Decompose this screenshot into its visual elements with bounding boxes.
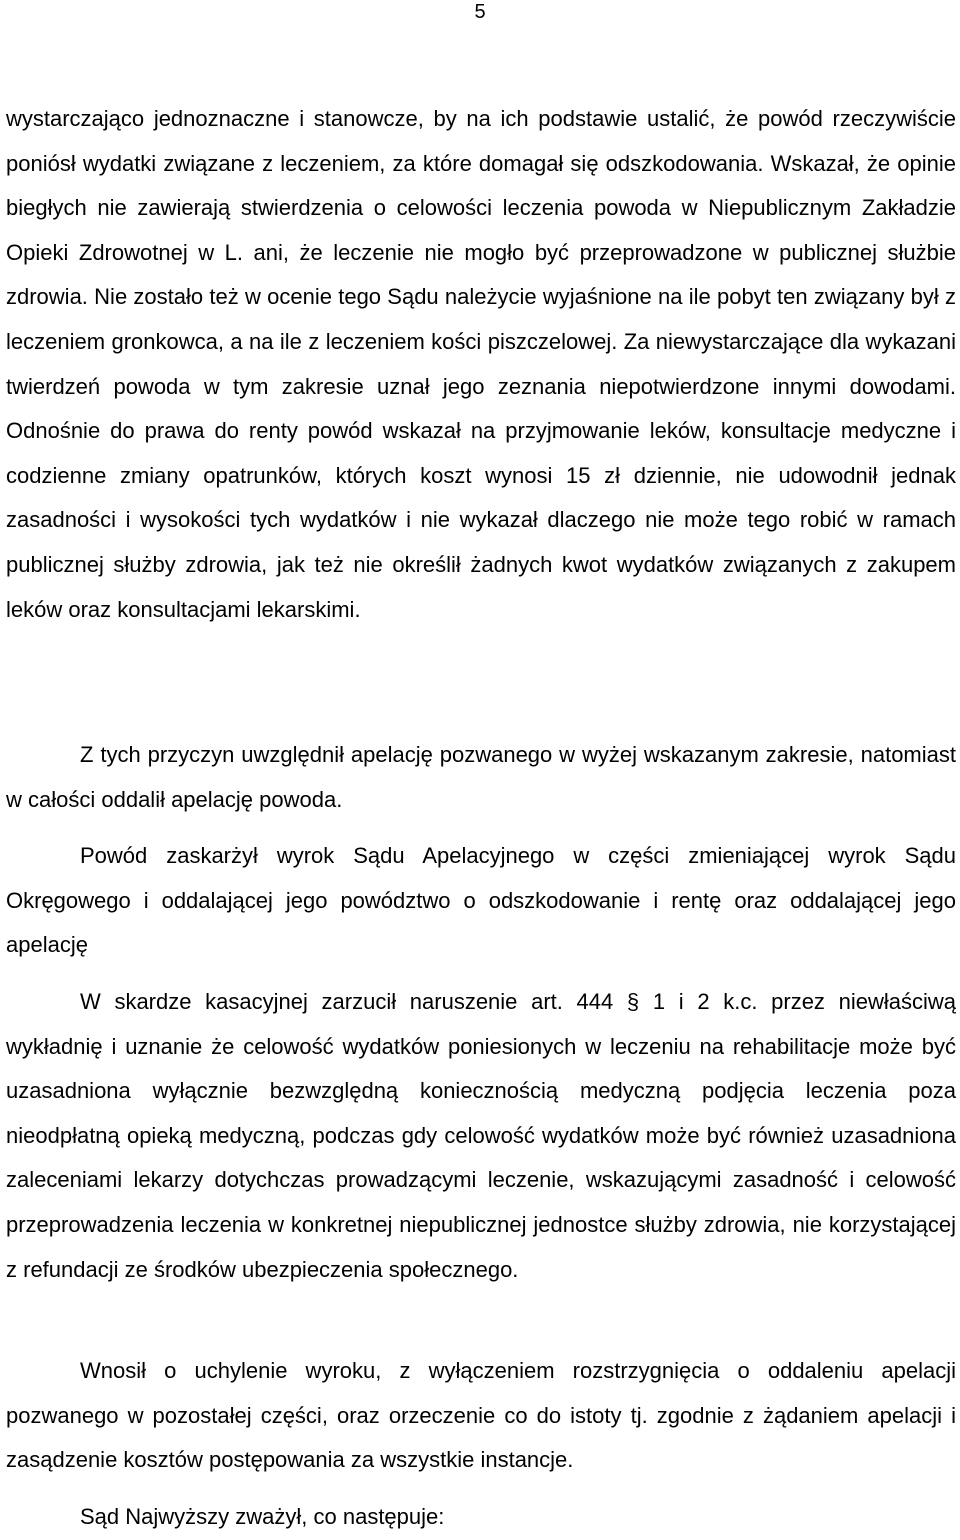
paragraph-motion: Wnosił o uchylenie wyroku, z wyłączeniem rozstrzygnięcia o oddaleniu apelacji pozwanego w pozostałej części, oraz orzeczenie co do istoty tj. zgodnie z żądaniem apelacji i zasądzenie kosztów postępowania za wszystkie instancje. [6,1358,956,1473]
paragraph-cassation-complaint: W skardze kasacyjnej zarzucił naruszenie art. 444 § 1 i 2 k.c. przez niewłaściwą wykładnię i uznanie że celowość wydatków poniesionych w leczeniu na rehabilitacje może być uzasadniona wyłącznie bezwzględną koniecznością medyczną podjęcia leczenia poza nieodpłatną opieką medyczną, podczas gdy celowość wydatków może być również uzasadniona zaleceniami lekarzy dotychczas prowadzącymi leczenie, wskazującymi zasadność i celowość przeprowadzenia leczenia w konkretnej niepublicznej jednostce służby zdrowia, nie korzystającej z refundacji ze środków ubezpieczenia społecznego. [6,989,956,1282]
page-number: 5 [474,1,486,23]
paragraph-plaintiff-appeal: Powód zaskarżył wyrok Sądu Apelacyjnego w części zmieniającej wyrok Sądu Okręgowego i oddalającej jego powództwo o odszkodowanie i rentę oraz oddalającej jego apelację [6,843,956,958]
paragraph-court-considered: Sąd Najwyższy zważył, co następuje: [80,1504,445,1529]
paragraph-appeal-decision: Z tych przyczyn uwzględnił apelację pozwanego w wyżej wskazanym zakresie, natomiast w całości oddalił apelację powoda. [6,742,956,812]
paragraph-continuation: wystarczająco jednoznaczne i stanowcze, by na ich podstawie ustalić, że powód rzeczywiście poniósł wydatki związane z leczeniem, za które domagał się odszkodowania. Wskazał, że opinie biegłych nie zawierają stwierdzenia o celowości leczenia powoda w Niepublicznym Zakładzie Opieki Zdrowotnej w L. ani, że leczenie nie mogło być przeprowadzone w publicznej służbie zdrowia. Nie zostało też w ocenie tego Sądu należycie wyjaśnione na ile pobyt ten związany był z leczeniem gronkowca, a na ile z leczeniem kości piszczelowej. Za niewystarczające dla wykazani twierdzeń powoda w tym zakresie uznał jego zeznania niepotwierdzone innymi dowodami. Odnośnie do prawa do renty powód wskazał na przyjmowanie leków, konsultacje medyczne i codzienne zmiany opatrunków, których koszt wynosi 15 zł dziennie, nie udowodnił jednak zasadności i wysokości tych wydatków i nie wykazał dlaczego nie może tego robić w ramach publicznej służby zdrowia, jak też nie określił żadnych kwot wydatków związanych z zakupem leków oraz konsultacjami lekarskimi. [6,106,956,622]
